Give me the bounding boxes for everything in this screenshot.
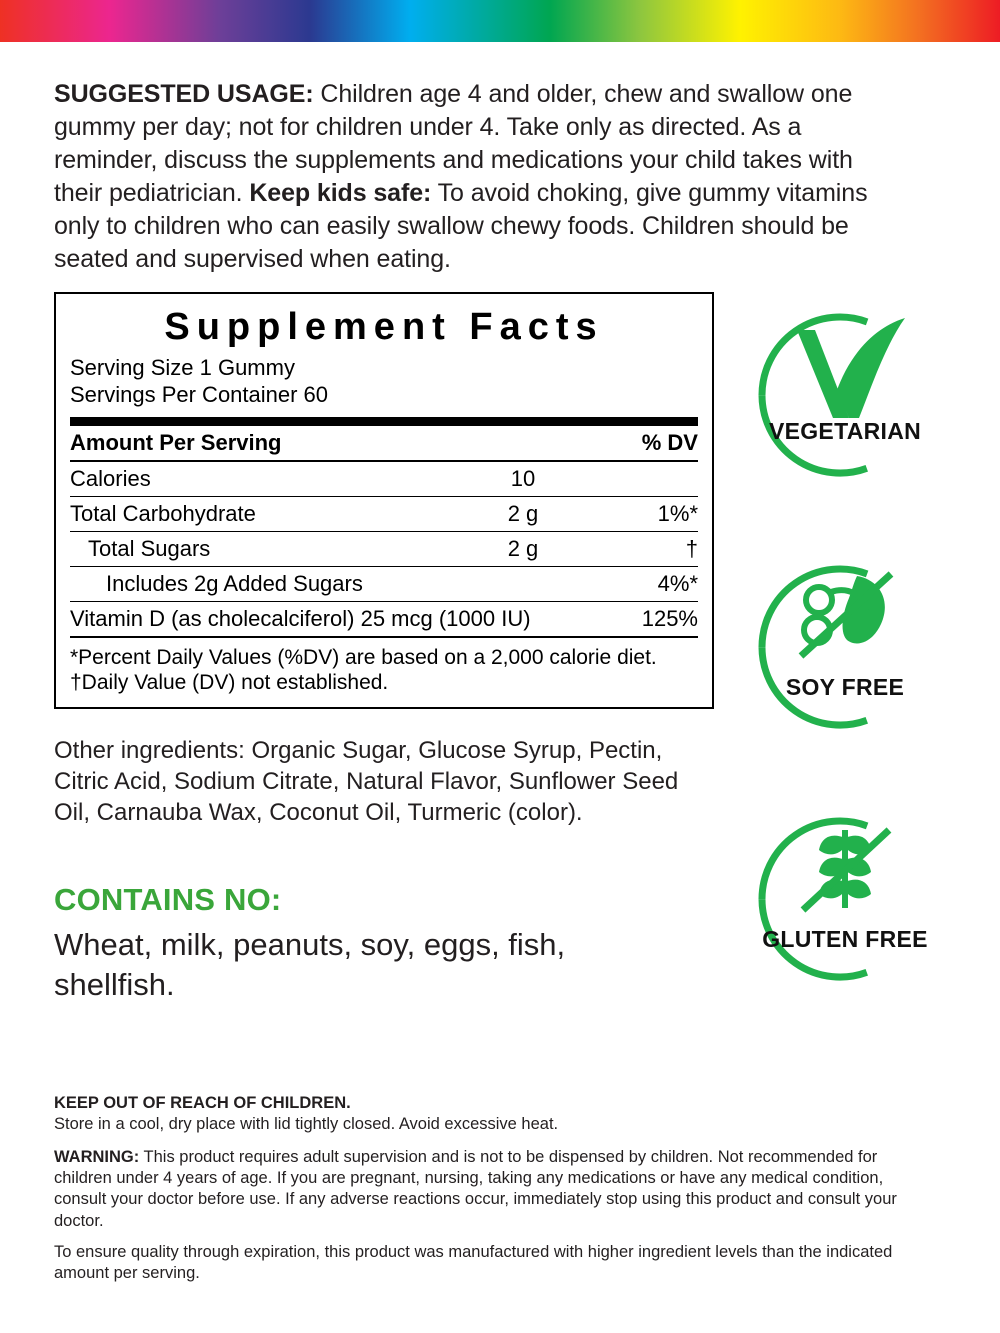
nutrient-name: Total Carbohydrate	[70, 500, 256, 526]
nutrient-rows	[70, 462, 698, 636]
nutrient-amount: 2 g	[507, 500, 539, 526]
nutrient-amount: 2 g	[507, 535, 539, 561]
badge-gluten-free	[745, 804, 945, 994]
nutrient-name: Vitamin D (as cholecalciferol) 25 mcg (1000 IU)	[70, 605, 531, 631]
badge-vegetarian	[745, 300, 945, 490]
table-row	[70, 462, 698, 497]
nutrient-dv: 1%*	[657, 500, 698, 526]
nutrient-dv	[593, 462, 698, 497]
soy-free-icon	[745, 552, 945, 742]
suggested-usage-text-2: To avoid choking, give gummy vitamins only to children who can easily swallow chewy foods. Children should be seated and supervised when eating.	[54, 179, 868, 273]
warning-block	[54, 1147, 922, 1231]
nutrient-name: Calories	[70, 465, 151, 491]
vegetarian-icon	[745, 300, 945, 490]
serving-size: Serving Size 1 Gummy	[70, 355, 295, 380]
divider-thick	[70, 417, 698, 426]
badge-label-gluten-free: GLUTEN FREE	[762, 926, 928, 952]
footnote-daily-values: *Percent Daily Values (%DV) are based on a 2,000 calorie diet.	[70, 645, 657, 669]
warning-text: This product requires adult supervision and is not to be dispensed by children. Not recommended for children under 4 years of age. If you are pregnant, nursing, taking any medications or have any medical condition, consult your doctor before use. If any adverse reactions occur, immediately stop using this product and consult your doctor.	[54, 1148, 897, 1230]
badge-label-vegetarian: VEGETARIAN	[768, 418, 922, 444]
supplement-facts-table	[70, 426, 698, 460]
footnote-dv-not-established: †Daily Value (DV) not established.	[70, 670, 389, 694]
keep-kids-safe-label: Keep kids safe:	[249, 179, 432, 207]
supplement-facts-footnotes	[70, 638, 698, 695]
warning-label: WARNING:	[54, 1148, 140, 1167]
nutrient-amount: 10	[510, 465, 536, 491]
suggested-usage-label: SUGGESTED USAGE:	[54, 80, 314, 108]
supplement-facts-panel	[54, 292, 714, 709]
gluten-free-icon	[745, 804, 945, 994]
supplement-facts-title: Supplement Facts	[164, 306, 604, 348]
nutrient-dv: †	[685, 535, 698, 561]
suggested-usage-paragraph	[54, 78, 884, 276]
nutrient-dv: 125%	[641, 605, 698, 631]
percent-dv-header: % DV	[641, 429, 698, 455]
table-row	[70, 496, 698, 531]
badge-soy-free	[745, 552, 945, 742]
amount-per-serving-header: Amount Per Serving	[70, 429, 282, 455]
nutrient-name: Includes 2g Added Sugars	[106, 570, 363, 596]
nutrient-dv: 4%*	[657, 570, 698, 596]
badge-label-soy-free: SOY FREE	[785, 674, 905, 700]
other-ingredients: Other ingredients: Organic Sugar, Glucose Syrup, Pectin, Citric Acid, Sodium Citrate, Natural Flavor, Sunflower Seed Oil, Carnauba Wax, Coconut Oil, Turmeric (color).	[54, 737, 679, 827]
rainbow-gradient-bar	[0, 0, 1000, 42]
servings-per-container: Servings Per Container 60	[70, 381, 329, 407]
contains-no-list: Wheat, milk, peanuts, soy, eggs, fish, shellfish.	[54, 927, 566, 1002]
nutrient-amount	[453, 566, 593, 601]
keep-out-heading: KEEP OUT OF REACH OF CHILDREN.	[54, 1094, 351, 1112]
quality-statement: To ensure quality through expiration, this product was manufactured with higher ingredient levels than the indicated amount per serving.	[54, 1242, 893, 1282]
fineprint-section	[54, 1093, 922, 1294]
nutrient-name: Total Sugars	[88, 535, 211, 561]
table-row	[70, 601, 698, 636]
table-header-row	[70, 426, 698, 460]
table-row	[70, 531, 698, 566]
contains-no-heading: CONTAINS NO:	[54, 882, 282, 917]
suggested-usage-text-1: Children age 4 and older, chew and swallow one gummy per day; not for children under 4. Take only as directed. As a reminder, discuss the supplements and medications your child takes with their pediatrician.	[54, 80, 853, 207]
table-row	[70, 566, 698, 601]
keep-out-block	[54, 1093, 922, 1135]
storage-instructions: Store in a cool, dry place with lid tightly closed. Avoid excessive heat.	[54, 1115, 559, 1134]
certification-badges	[745, 300, 960, 1056]
